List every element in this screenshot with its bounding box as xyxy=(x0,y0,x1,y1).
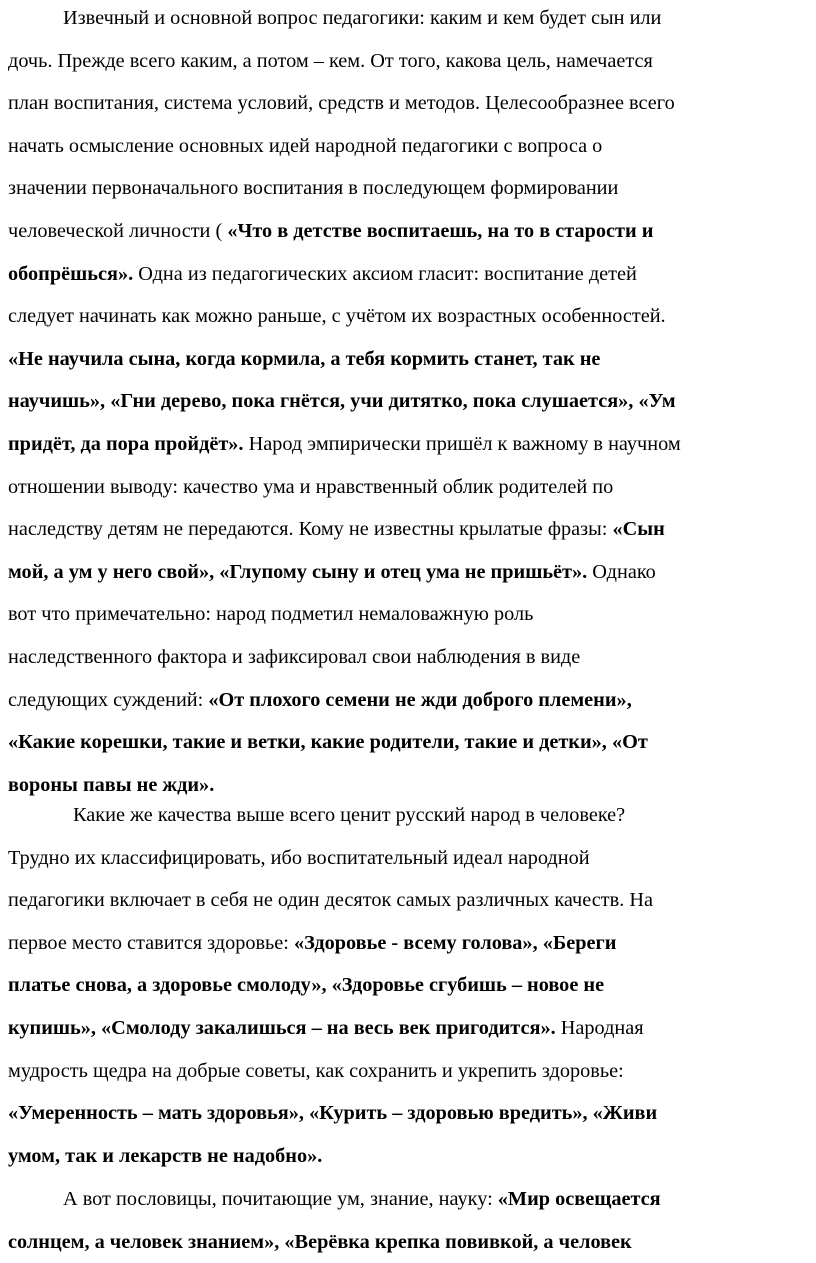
body-text: педагогики включает в себя не один десяток самых различных качеств. На xyxy=(8,889,653,912)
text-line xyxy=(8,508,814,551)
body-text: Однако xyxy=(587,560,656,583)
body-text: вот что примечательно: народ подметил немаловажную роль xyxy=(8,603,534,626)
text-line xyxy=(8,380,814,423)
proverb-text: «Умеренность – мать здоровья», «Курить – здоровью вредить», «Живи xyxy=(8,1102,658,1125)
text-line xyxy=(8,466,814,509)
proverb-text: «Сын xyxy=(612,518,665,541)
text-line xyxy=(8,794,814,837)
proverb-text: солнцем, а человек знанием», «Верёвка крепка повивкой, а человек xyxy=(8,1230,632,1253)
body-text: А вот пословицы, почитающие ум, знание, науку: xyxy=(63,1188,498,1210)
text-line xyxy=(8,1092,814,1135)
proverb-text: умом, так и лекарств не надобно». xyxy=(8,1144,323,1167)
text-line xyxy=(8,636,814,679)
proverb-text: купишь», «Смолоду закалишься – на весь век пригодится». xyxy=(8,1016,556,1039)
proverb-text: «Мир освещается xyxy=(497,1188,661,1210)
paragraph-2 xyxy=(8,794,814,1177)
text-line xyxy=(8,295,814,338)
text-line xyxy=(8,0,814,40)
text-line xyxy=(8,679,814,722)
proverb-text: научишь», «Гни дерево, пока гнётся, учи дитятко, пока слушается», «Ум xyxy=(8,390,676,413)
text-line xyxy=(8,551,814,594)
body-text: дочь. Прежде всего каким, а потом – кем. От того, какова цель, намечается xyxy=(8,49,653,72)
body-text: отношении выводу: качество ума и нравственный облик родителей по xyxy=(8,475,614,498)
proverb-text: вороны павы не жди». xyxy=(8,773,215,796)
proverb-text: придёт, да пора пройдёт». xyxy=(8,432,244,455)
text-line xyxy=(8,922,814,965)
body-text: первое место ставится здоровье: xyxy=(8,931,295,954)
proverb-text: «Не научила сына, когда кормила, а тебя кормить станет, так не xyxy=(8,347,601,370)
body-text: человеческой личности ( xyxy=(8,219,228,242)
proverb-text: «Какие корешки, такие и ветки, какие родители, такие и детки», «От xyxy=(8,731,648,754)
text-line xyxy=(8,721,814,764)
text-line xyxy=(8,1050,814,1093)
proverb-text: «Что в детстве воспитаешь, на то в старости и xyxy=(227,219,654,242)
body-text: Какие же качества выше всего ценит русский народ в человеке? xyxy=(73,804,626,826)
text-line xyxy=(8,40,814,83)
text-line xyxy=(8,1221,814,1263)
paragraph-1 xyxy=(8,0,814,806)
text-line xyxy=(8,253,814,296)
body-text: мудрость щедра на добрые советы, как сохранить и укрепить здоровье: xyxy=(8,1059,624,1082)
text-line xyxy=(8,125,814,168)
body-text: наследственного фактора и зафиксировал свои наблюдения в виде xyxy=(8,645,581,668)
body-text: значении первоначального воспитания в последующем формировании xyxy=(8,177,619,200)
paragraph-3 xyxy=(8,1178,814,1263)
proverb-text: обопрёшься». xyxy=(8,262,134,285)
body-text: план воспитания, система условий, средств и методов. Целесообразнее всего xyxy=(8,92,675,115)
text-line xyxy=(8,964,814,1007)
text-line xyxy=(8,338,814,381)
body-text: наследству детям не передаются. Кому не известны крылатые фразы: xyxy=(8,518,613,541)
body-text: Народная xyxy=(555,1016,644,1039)
proverb-text: «Здоровье - всему голова», «Береги xyxy=(294,931,617,954)
text-line xyxy=(8,82,814,125)
body-text: Народ эмпирически пришёл к важному в научном xyxy=(243,432,681,455)
text-line xyxy=(8,837,814,880)
body-text: Одна из педагогических аксиом гласит: воспитание детей xyxy=(133,262,637,285)
proverb-text: платье снова, а здоровье смолоду», «Здоровье сгубишь – новое не xyxy=(8,974,605,997)
text-line xyxy=(8,1007,814,1050)
body-text: следует начинать как можно раньше, с учётом их возрастных особенностей. xyxy=(8,305,666,328)
text-line xyxy=(8,1135,814,1178)
body-text: Трудно их классифицировать, ибо воспитательный идеал народной xyxy=(8,846,590,869)
proverb-text: «От плохого семени не жди доброго племени», xyxy=(208,688,632,711)
text-line xyxy=(8,1178,814,1221)
body-text: Извечный и основной вопрос педагогики: каким и кем будет сын или xyxy=(63,7,662,29)
text-line xyxy=(8,423,814,466)
body-text: следующих суждений: xyxy=(8,688,209,711)
text-line xyxy=(8,210,814,253)
text-line xyxy=(8,879,814,922)
text-line xyxy=(8,593,814,636)
proverb-text: мой, а ум у него свой», «Глупому сыну и отец ума не пришьёт». xyxy=(8,560,588,583)
text-line xyxy=(8,167,814,210)
body-text: начать осмысление основных идей народной педагогики с вопроса о xyxy=(8,134,603,157)
